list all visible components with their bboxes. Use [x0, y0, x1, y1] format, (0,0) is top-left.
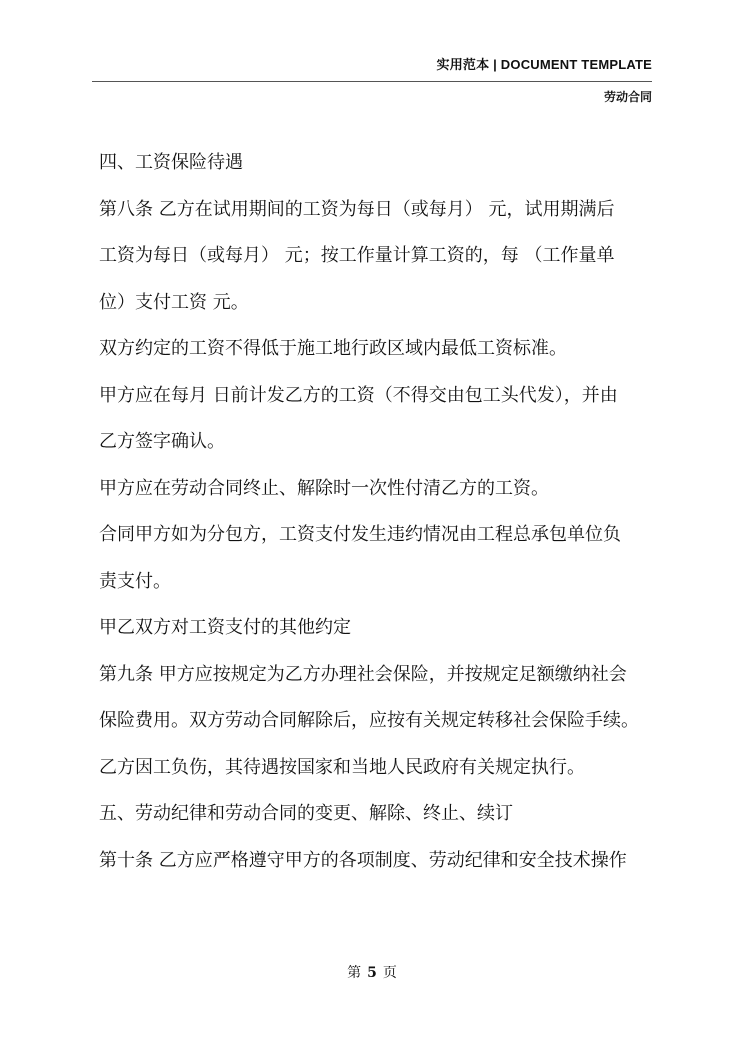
article-8-line: 工资为每日（或每月） 元；按工作量计算工资的，每 （工作量单: [99, 245, 615, 266]
termination-payment-clause: 甲方应在劳动合同终止、解除时一次性付清乙方的工资。: [99, 477, 549, 499]
header-template-label: 实用范本 | DOCUMENT TEMPLATE: [436, 57, 652, 72]
work-injury-clause: 乙方因工负伤，其待遇按国家和当地人民政府有关规定执行。: [99, 756, 585, 778]
page-prefix: 第: [347, 965, 362, 981]
document-title: 劳动合同: [603, 90, 652, 104]
page-number-value: 5: [367, 965, 377, 981]
subcontractor-clause: 责支付。: [99, 570, 171, 592]
page-suffix: 页: [382, 965, 397, 981]
article-9-line: 保险费用。双方劳动合同解除后，应按有关规定转移社会保险手续。: [99, 710, 639, 731]
header-divider: [92, 81, 652, 82]
article-9-line: 第九条 甲方应按规定为乙方办理社会保险，并按规定足额缴纳社会: [99, 663, 627, 685]
page-number: [0, 962, 744, 982]
document-body: [99, 140, 659, 884]
other-wage-agreements: 甲乙双方对工资支付的其他约定: [99, 617, 351, 638]
subcontractor-clause: 合同甲方如为分包方，工资支付发生违约情况由工程总承包单位负: [99, 524, 621, 545]
section-heading-wages: 四、工资保险待遇: [99, 152, 243, 173]
article-8-line: 第八条 乙方在试用期间的工资为每日（或每月） 元，试用期满后: [99, 198, 615, 220]
payment-date-clause: 乙方签字确认。: [99, 431, 225, 452]
article-10-line: 第十条 乙方应严格遵守甲方的各项制度、劳动纪律和安全技术操作: [99, 849, 627, 871]
section-heading-discipline: 五、劳动纪律和劳动合同的变更、解除、终止、续订: [99, 803, 513, 824]
minimum-wage-clause: 双方约定的工资不得低于施工地行政区域内最低工资标准。: [99, 338, 567, 359]
article-8-line: 位）支付工资 元。: [99, 291, 249, 313]
payment-date-clause: 甲方应在每月 日前计发乙方的工资（不得交由包工头代发），并由: [99, 384, 618, 406]
